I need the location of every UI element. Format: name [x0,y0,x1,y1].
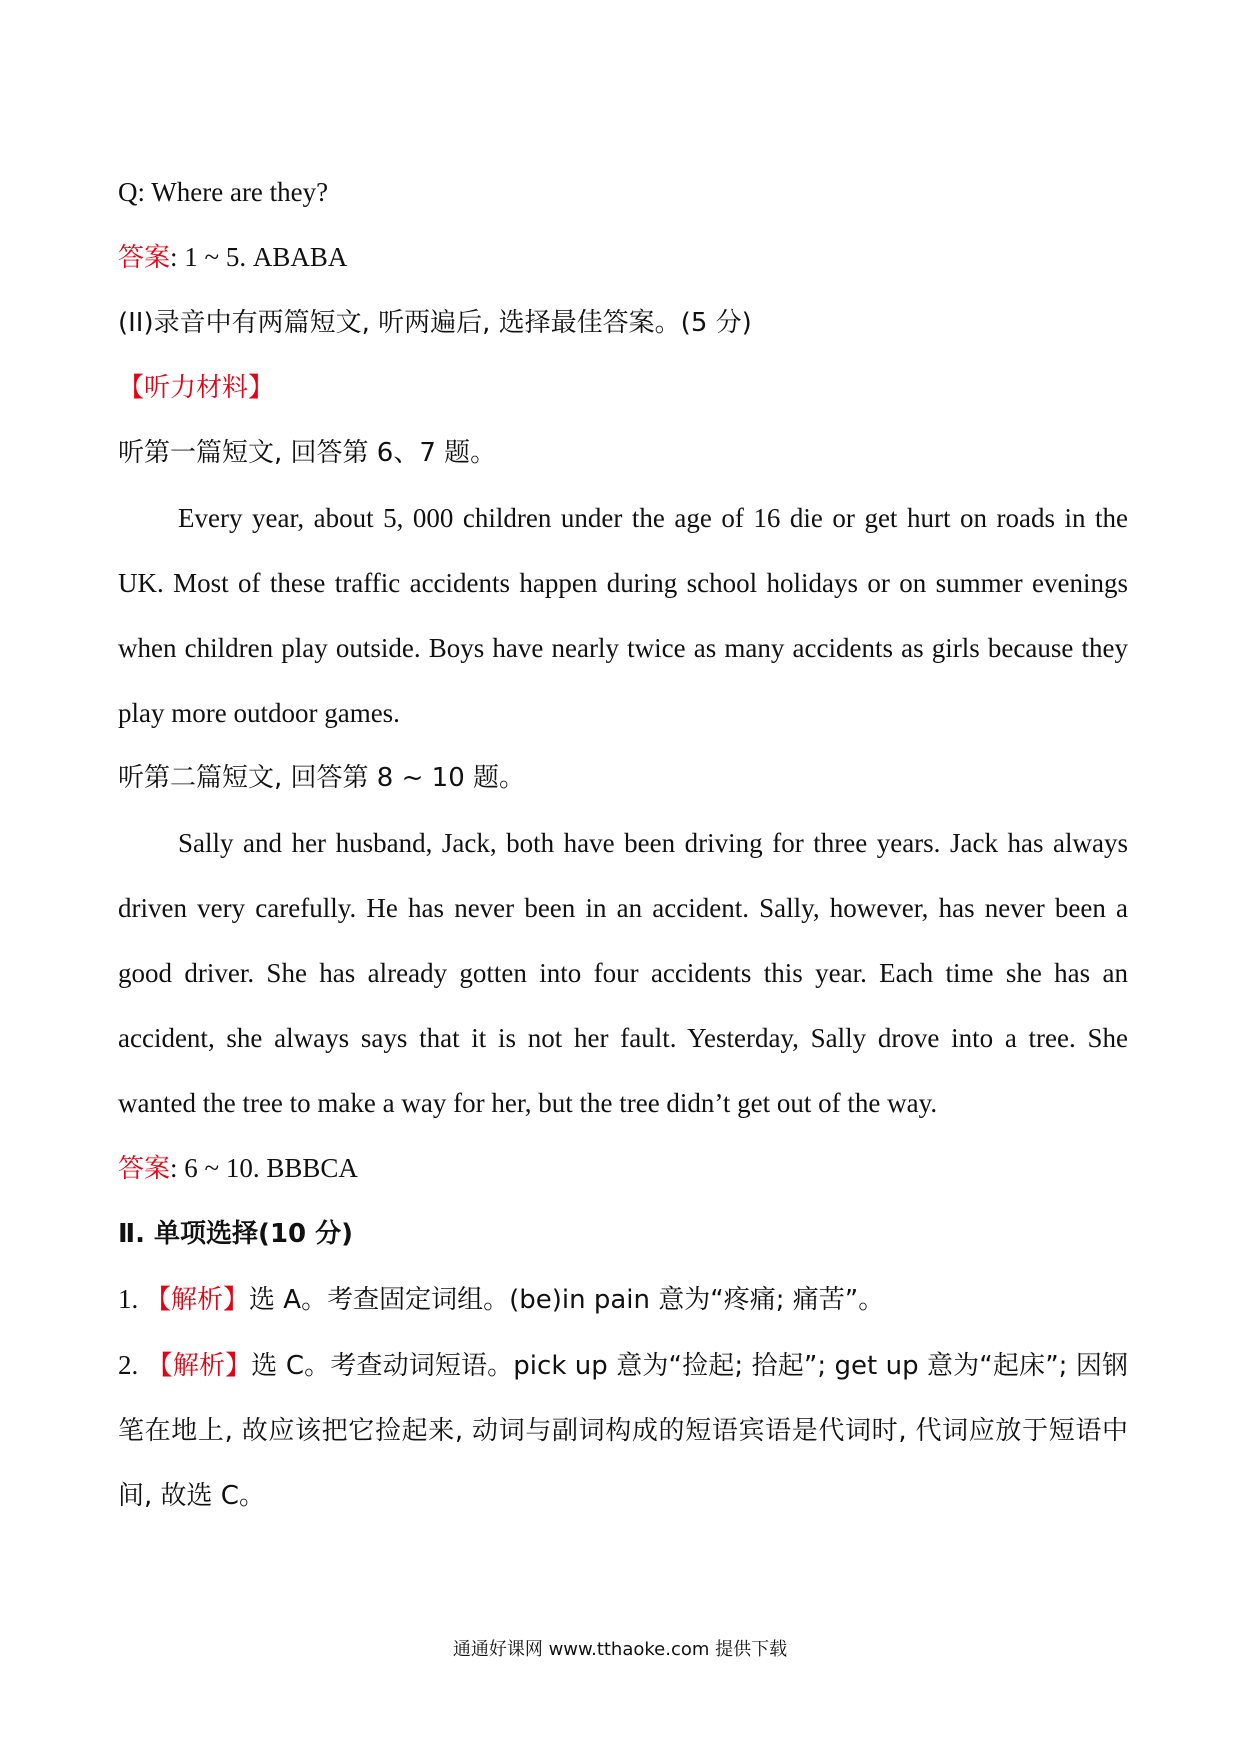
section-2-heading: Ⅱ. 单项选择(10 分) [118,1219,354,1249]
passage-2-intro: 听第二篇短文, 回答第 8 ~ 10 题。 [118,763,525,793]
answer-label: 答案 [118,1154,171,1184]
answer-line-2 [118,1136,1128,1202]
item-number: 1. [118,1284,139,1314]
analysis-tag: 【解析】 [145,1285,250,1315]
analysis-item-1 [118,1267,1128,1333]
passage-2: Sally and her husband, Jack, both have been driving for three years. Jack has always driven very carefully. He has never been in an accident. Sally, however, has never been a good driver. She has already gotten into four accidents this year. Each time she has an accident, she always says that it is not her fault. Yesterday, Sally drove into a tree. She wanted the tree to make a way for her, but the tree didn’t get out of the way. [118,828,1128,1118]
section-ii-intro: (II)录音中有两篇短文, 听两遍后, 选择最佳答案。(5 分) [118,308,752,338]
document-body [118,160,1128,1529]
question-line: Q: Where are they? [118,177,329,207]
passage-1: Every year, about 5, 000 children under the age of 16 die or get hurt on roads in the UK. Most of these traffic accidents happen during school holidays or on summer evenings when children play outside. Boys have nearly twice as many accidents as girls because they play more outdoor games. [118,503,1128,728]
answer-text: : 1 ~ 5. ABABA [170,242,348,272]
analysis-item-2 [118,1333,1128,1529]
passage-1-intro: 听第一篇短文, 回答第 6、7 题。 [118,438,497,468]
answer-line-1 [118,225,1128,291]
answer-text: : 6 ~ 10. BBBCA [170,1153,358,1183]
footer-watermark: 通通好课网 www.tthaoke.com 提供下载 [452,1639,788,1660]
analysis-tag: 【解析】 [146,1351,252,1381]
item-number: 2. [118,1350,139,1380]
answer-label: 答案 [118,243,171,273]
analysis-text: 选 C。考查动词短语。pick up 意为“捡起; 拾起”; get up 意为“起床”; 因钢笔在地上, 故应该把它捡起来, 动词与副词构成的短语宾语是代词时, 代词应放于短语中间, 故选 C。 [118,1351,1128,1511]
listening-material-heading: 【听力材料】 [118,373,275,403]
analysis-text: 选 A。考查固定词组。(be)in pain 意为“疼痛; 痛苦”。 [249,1285,885,1315]
